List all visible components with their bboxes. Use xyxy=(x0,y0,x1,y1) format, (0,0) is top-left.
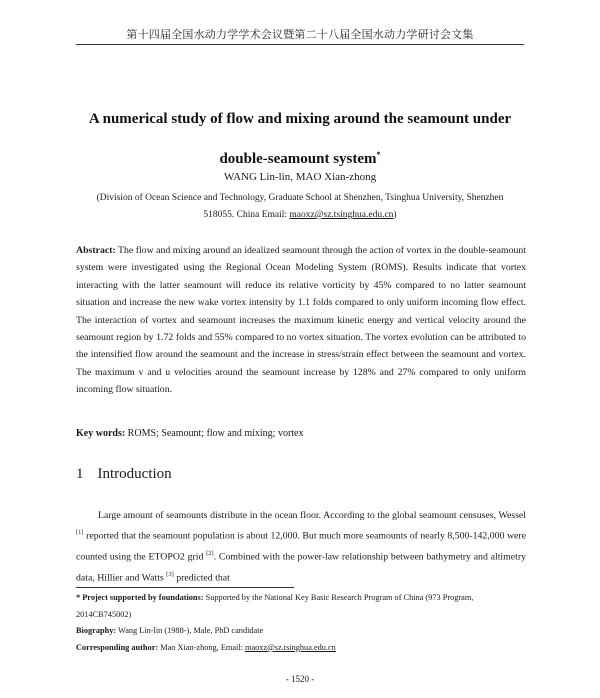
authors: WANG Lin-lin, MAO Xian-zhong xyxy=(223,171,377,183)
abstract xyxy=(76,242,526,399)
abstract-text: The flow and mixing around an idealized seamount through the action of vortex in the double-seamount system were investigated using the Regional Ocean Modeling System (ROMS). Results indicate that vortex interacting with the latter seamount will reduce its relative vorticity by 45% compared to no latter seamount situation and increase the new wake vortex intensity by 1.1 folds compared to only uniform incoming flow effect. The interaction of vortex and seamount increases the maximum kinetic energy and vertical velocity around the seamount region by 1.72 folds and 55% compared to no vortex situation. The vortex evolution can be attributed to the intensified flow around the seamount and the increase in stress/strain effect between the seamount and vortex. The maximum v and u velocities around the seamount increase by 128% and 27% compared to only uniform incoming flow situation. xyxy=(76,245,526,396)
footnote-biography: Biography: Wang Lin-lin (1988-), Male, PhD candidate xyxy=(76,626,264,636)
footnote-rule xyxy=(76,587,294,588)
affiliation xyxy=(80,190,520,224)
header-rule xyxy=(76,44,524,45)
footnote-corresponding-author: Corresponding author: Mao Xian-zhong, Email: maoxz@sz.tsinghua.edu.cn xyxy=(76,642,336,652)
affiliation-line-1: (Division of Ocean Science and Technology, Graduate School at Shenzhen, Tsinghua University, Shenzhen xyxy=(96,193,504,203)
intro-paragraph: Large amount of seamounts distribute in the ocean floor. According to the global seamount censuses, Wessel [1] reported that the seamount population is about 12,000. But much more seamounts of nearly 8,500-142,000 were counted using the ETOPO2 grid [2]. Combined with the power-law relationship between bathymetry and altimetry data, Hillier and Watts [3] predicted that xyxy=(76,510,526,584)
section-heading xyxy=(76,466,172,483)
footnote-project: * Project supported by foundations: Supported by the National Key Basic Research Program of China (973 Program, 2014CB745002) xyxy=(76,593,474,619)
affiliation-line-2: 518055. China Email: maoxz@sz.tsinghua.edu.cn) xyxy=(203,210,397,220)
running-header: 第十四届全国水动力学学术会议暨第二十八届全国水动力学研讨会文集 xyxy=(126,28,474,41)
citation-3[interactable]: [3] xyxy=(166,570,174,578)
keywords xyxy=(76,428,526,439)
affiliation-email-link[interactable]: maoxz@sz.tsinghua.edu.cn xyxy=(289,210,394,220)
keywords-label: Key words: xyxy=(76,428,126,439)
page-number: - 1520 - xyxy=(285,674,315,684)
section-title: Introduction xyxy=(97,466,172,482)
title-footnote-mark: * xyxy=(376,150,381,159)
footnotes xyxy=(76,590,526,656)
title-line-2: double-seamount system* xyxy=(219,150,381,167)
corresponding-email-link[interactable]: maoxz@sz.tsinghua.edu.cn xyxy=(245,642,336,652)
citation-1[interactable]: [1] xyxy=(76,529,84,537)
keywords-text: ROMS; Seamount; flow and mixing; vortex xyxy=(125,428,304,439)
section-number: 1 xyxy=(76,466,84,482)
title-line-1: A numerical study of flow and mixing around the seamount under xyxy=(88,111,512,127)
citation-2[interactable]: [2] xyxy=(206,550,214,558)
abstract-label: Abstract: xyxy=(76,245,116,256)
paper-title xyxy=(60,101,540,177)
